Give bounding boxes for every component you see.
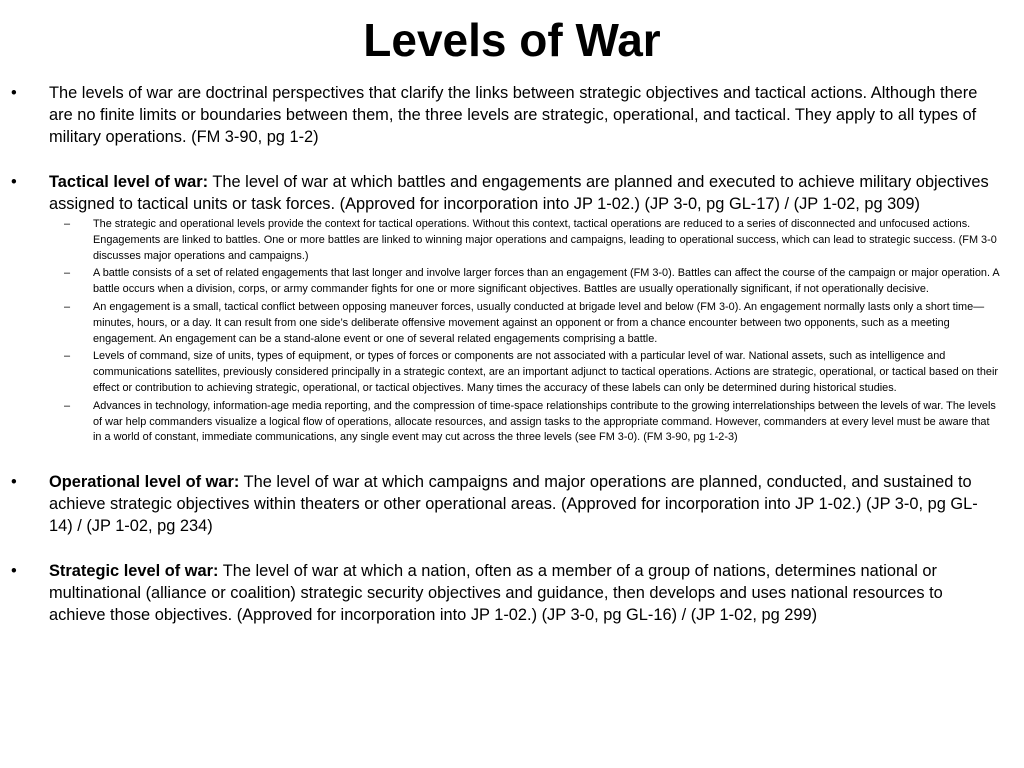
bullet-tactical [0, 171, 1024, 215]
sub-bullet [0, 399, 1024, 446]
sub-bullet-text: Levels of command, size of units, types of equipment, or types of forces or components are not associated with a particular level of war. National assets, such as intelligence and communications satellites, previously considered principally in a strategic context, are an important adjunct to tactical operations. Actions are strategic, operational, or tactical based on their effect or contribution to achieving strategic, operational, or tactical objectives. Many times the accuracy of these labels can only be determined during historical studies. [93, 350, 998, 394]
sub-bullet-marker: – [64, 350, 71, 363]
bullet-lead-term: Tactical level of war: [49, 173, 209, 191]
sub-bullet [0, 349, 1024, 396]
bullet-lead-term: Operational level of war: [49, 473, 240, 492]
bullet-operational [0, 471, 1024, 537]
sub-bullet-text: The strategic and operational levels provide the context for tactical operations. Without this context, tactical operations are reduced to a series of disconnected and unfocused actions. Engagements are linked to battles. One or more battles are linked to winning major operations and campaigns, leading to operational success, which can lead to strategic success. (FM 3-0 discusses major operations and campaigns.) [93, 218, 997, 262]
bullet-text: The levels of war are doctrinal perspectives that clarify the links between strategic objectives and tactical actions. Although there are no finite limits or boundaries between them, the three levels are strategic, operational, and tactical. They apply to all types of military operations. (FM 3-90, pg 1-2) [49, 84, 978, 146]
sub-bullet-text: A battle consists of a set of related engagements that last longer and involve larger forces than an engagement (FM 3-0). Battles can affect the course of the campaign or major operation. A battle occurs when a division, corps, or army commander fights for one or more significant objectives. Battles are usually operationally significant, if not operationally decisive. [93, 267, 1000, 296]
bullet-intro [0, 82, 1024, 148]
slide-body [0, 82, 1024, 626]
bullet-text: The level of war at which campaigns and major operations are planned, conducted, and sustained to achieve strategic objectives within theaters or other operational areas. (Approved for incorporation into JP 1-02.) (JP 3-0, pg GL-14) / (JP 1-02, pg 234) [49, 473, 978, 536]
bullet-strategic [0, 560, 1024, 626]
bullet-marker: • [11, 84, 17, 102]
bullet-marker: • [11, 173, 17, 191]
bullet-marker: • [11, 473, 17, 492]
sub-bullet [0, 266, 1024, 298]
sub-bullet-text: Advances in technology, information-age media reporting, and the compression of time-space relationships contribute to the growing interrelationships between the levels of war. The levels of war help commanders visualize a logical flow of operations, allocate resources, and assign tasks to the appropriate command. However, commanders at every level must be aware that in a world of constant, immediate communications, any single event may cut across the three levels (see FM 3-0). (FM 3-90, pg 1-2-3) [93, 399, 996, 444]
sub-bullet-marker: – [64, 267, 71, 280]
sub-bullet [0, 300, 1024, 347]
sub-bullet-marker: – [64, 300, 71, 313]
bullet-lead-term: Strategic level of war: [49, 562, 219, 581]
sub-bullet-text: An engagement is a small, tactical conflict between opposing maneuver forces, usually conducted at brigade level and below (FM 3-0). An engagement normally lasts only a short time—minutes, hours, or a day. It can result from one side’s deliberate offensive movement against an opponent or from a chance encounter between two opponents, such as a meeting engagement. An engagement can be a stand-alone event or one of several related engagements comprising a battle. [93, 300, 985, 345]
bullet-text: The level of war at which a nation, often as a member of a group of nations, determines national or multinational (alliance or coalition) strategic security objectives and guidance, then develops and uses national resources to achieve those objectives. (Approved for incorporation into JP 1-02.) (JP 3-0, pg GL-16) / (JP 1-02, pg 299) [49, 562, 943, 625]
bullet-text: The level of war at which battles and engagements are planned and executed to achieve military objectives assigned to tactical units or task forces. (Approved for incorporation into JP 1-02.) (JP 3-0, pg GL-17) / (JP 1-02, pg 309) [49, 173, 989, 213]
page-title: Levels of War [363, 14, 661, 66]
sub-bullet-marker: – [64, 218, 71, 230]
sub-bullet [0, 217, 1024, 264]
sub-bullet-marker: – [64, 399, 71, 412]
bullet-marker: • [11, 562, 17, 581]
